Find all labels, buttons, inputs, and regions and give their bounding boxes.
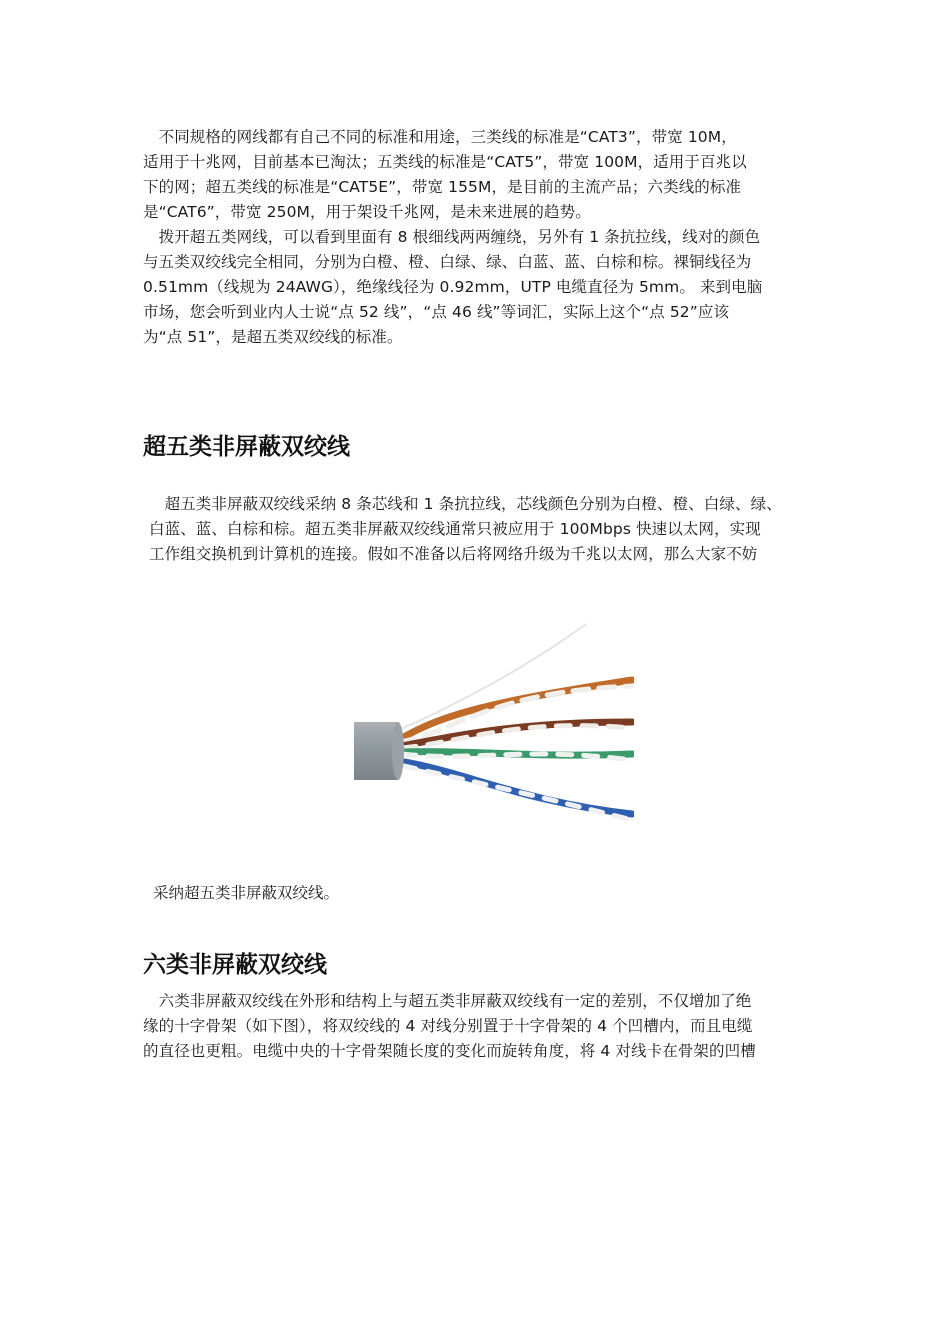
intro-paragraphs	[143, 125, 762, 350]
section-heading-cat6: 六类非屏蔽双绞线	[143, 952, 327, 978]
text-line: 0.51mm（线规为 24AWG），绝缘线径为 0.92mm，UTP 电缆直径为 5mm。 来到电脑	[143, 278, 763, 296]
text-line: 白蓝、蓝、白棕和棕。超五类非屏蔽双绞线通常只被应用于 100Mbps 快速以太网，实现	[149, 520, 761, 538]
text-line: 与五类双绞线完全相同，分别为白橙、橙、白绿、绿、白蓝、蓝、白棕和棕。裸铜线径为	[143, 253, 752, 271]
text-line: 的直径也更粗。电缆中央的十字骨架随长度的变化而旋转角度，将 4 对线卡在骨架的凹槽	[143, 1042, 756, 1060]
text-line: 不同规格的网线都有自己不同的标准和用途，三类线的标准是“CAT3”，带宽 10M，	[143, 128, 737, 146]
text-line: 下的网；超五类线的标准是“CAT5E”，带宽 155M，是目前的主流产品；六类线的标准	[143, 178, 742, 196]
text-line: 超五类非屏蔽双绞线采纳 8 条芯线和 1 条抗拉线，芯线颜色分别为白橙、橙、白绿、绿、	[149, 495, 782, 513]
cat5e-paragraph	[149, 492, 782, 567]
text-line: 六类非屏蔽双绞线在外形和结构上与超五类非屏蔽双绞线有一定的差别，不仅增加了绝	[143, 992, 752, 1010]
text-line: 工作组交换机到计算机的连接。假如不准备以后将网络升级为千兆以太网，那么大家不妨	[149, 545, 758, 563]
text-line: 为“点 51”，是超五类双绞线的标准。	[143, 328, 403, 346]
text-line: 拨开超五类网线，可以看到里面有 8 根细线两两缠绕，另外有 1 条抗拉线，线对的颜色	[143, 228, 761, 246]
figure-caption: 采纳超五类非屏蔽双绞线。	[153, 884, 340, 902]
text-line: 是“CAT6”，带宽 250M，用于架设千兆网，是未来进展的趋势。	[143, 203, 591, 221]
twisted-pair-cable-illustration	[354, 622, 634, 854]
section-heading-cat5e: 超五类非屏蔽双绞线	[143, 434, 350, 460]
cable-photo	[354, 622, 634, 854]
text-line: 缘的十字骨架（如下图），将双绞线的 4 对线分别置于十字骨架的 4 个凹槽内，而且电缆	[143, 1017, 753, 1035]
cat6-paragraph	[143, 989, 756, 1064]
text-line: 市场，您会听到业内人士说“点 52 线”，“点 46 线”等词汇，实际上这个“点 52”应该	[143, 303, 730, 321]
text-line: 适用于十兆网，目前基本已淘汰；五类线的标准是“CAT5”，带宽 100M，适用于百兆以	[143, 153, 747, 171]
